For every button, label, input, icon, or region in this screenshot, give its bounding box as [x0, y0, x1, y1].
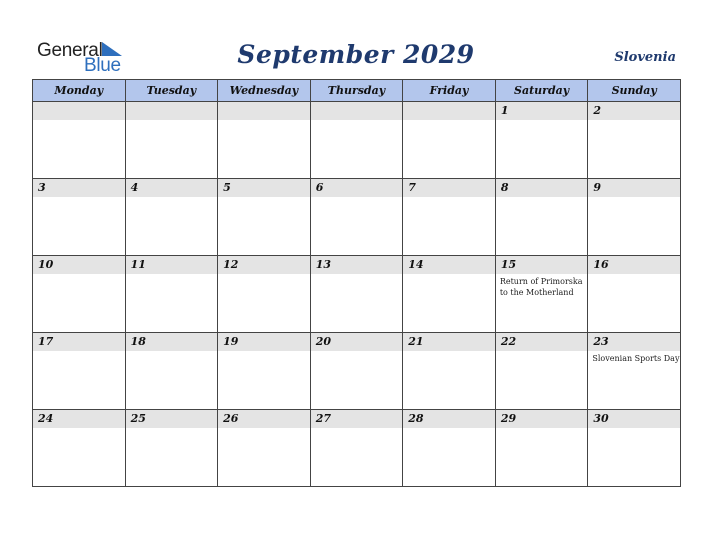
day-number: 30 — [588, 410, 680, 428]
day-cell — [33, 410, 126, 487]
day-cell — [403, 333, 496, 410]
day-cell — [125, 333, 218, 410]
holiday-label — [218, 120, 310, 122]
holiday-label — [33, 428, 125, 430]
day-number: 16 — [588, 256, 680, 274]
day-cell — [33, 256, 126, 333]
holiday-label — [126, 274, 218, 276]
holiday-label — [218, 351, 310, 353]
day-number: 13 — [311, 256, 403, 274]
weekday-header: Friday — [403, 80, 496, 102]
day-number: 24 — [33, 410, 125, 428]
country-label: Slovenia — [614, 50, 676, 65]
day-cell — [403, 256, 496, 333]
day-cell — [495, 333, 588, 410]
weekday-header: Monday — [33, 80, 126, 102]
week-row — [33, 410, 681, 487]
day-number: 25 — [126, 410, 218, 428]
day-number: 18 — [126, 333, 218, 351]
holiday-label — [496, 428, 588, 430]
day-number: 10 — [33, 256, 125, 274]
day-number: 17 — [33, 333, 125, 351]
day-cell — [310, 179, 403, 256]
day-number: 11 — [126, 256, 218, 274]
holiday-label — [33, 351, 125, 353]
day-number: 2 — [588, 102, 680, 120]
day-cell — [218, 256, 311, 333]
day-number: 29 — [496, 410, 588, 428]
holiday-label — [311, 197, 403, 199]
holiday-label — [126, 197, 218, 199]
holiday-label — [126, 351, 218, 353]
day-number: 3 — [33, 179, 125, 197]
day-number: 22 — [496, 333, 588, 351]
holiday-label — [33, 274, 125, 276]
weekday-header: Saturday — [495, 80, 588, 102]
holiday-label — [218, 428, 310, 430]
day-number: 6 — [311, 179, 403, 197]
day-cell — [125, 102, 218, 179]
holiday-label — [496, 351, 588, 353]
day-cell — [310, 333, 403, 410]
holiday-label — [403, 428, 495, 430]
day-cell — [495, 256, 588, 333]
calendar-grid — [32, 79, 681, 487]
day-number: 26 — [218, 410, 310, 428]
day-cell — [218, 179, 311, 256]
day-number — [33, 102, 125, 120]
day-cell — [310, 102, 403, 179]
holiday-label — [588, 274, 680, 276]
day-number: 1 — [496, 102, 588, 120]
holiday-label — [496, 197, 588, 199]
weekday-header: Tuesday — [125, 80, 218, 102]
week-row — [33, 179, 681, 256]
day-cell — [125, 256, 218, 333]
day-number: 15 — [496, 256, 588, 274]
day-number: 28 — [403, 410, 495, 428]
day-number: 23 — [588, 333, 680, 351]
holiday-label: Return of Primorska to the Motherland — [499, 277, 583, 297]
day-cell — [495, 179, 588, 256]
day-cell — [403, 179, 496, 256]
weekday-header: Thursday — [310, 80, 403, 102]
day-number — [126, 102, 218, 120]
weekday-header-row — [33, 80, 681, 102]
holiday-label — [311, 351, 403, 353]
day-cell — [218, 102, 311, 179]
holiday-label — [403, 120, 495, 122]
holiday-label — [218, 274, 310, 276]
holiday-label — [218, 197, 310, 199]
day-number: 4 — [126, 179, 218, 197]
day-cell — [125, 179, 218, 256]
day-number: 27 — [311, 410, 403, 428]
holiday-label — [311, 274, 403, 276]
holiday-label — [311, 428, 403, 430]
day-number — [311, 102, 403, 120]
holiday-label — [403, 274, 495, 276]
logo-text-general: General — [37, 40, 103, 61]
day-cell — [33, 333, 126, 410]
day-cell — [310, 256, 403, 333]
day-number: 19 — [218, 333, 310, 351]
week-row — [33, 256, 681, 333]
day-number: 20 — [311, 333, 403, 351]
day-number — [218, 102, 310, 120]
day-number: 9 — [588, 179, 680, 197]
day-cell — [588, 102, 681, 179]
holiday-label — [403, 197, 495, 199]
day-number: 8 — [496, 179, 588, 197]
day-cell — [310, 410, 403, 487]
day-cell — [588, 179, 681, 256]
weekday-header: Wednesday — [218, 80, 311, 102]
day-number — [403, 102, 495, 120]
holiday-label — [33, 120, 125, 122]
week-row — [33, 102, 681, 179]
holiday-label — [588, 428, 680, 430]
day-cell — [33, 102, 126, 179]
day-cell — [125, 410, 218, 487]
holiday-label — [311, 120, 403, 122]
day-cell — [495, 410, 588, 487]
page-title: September 2029 — [237, 40, 475, 69]
holiday-label — [33, 197, 125, 199]
day-cell — [403, 410, 496, 487]
day-cell — [218, 333, 311, 410]
holiday-label — [126, 428, 218, 430]
holiday-label — [588, 120, 680, 122]
holiday-label — [588, 197, 680, 199]
day-cell — [403, 102, 496, 179]
day-number: 5 — [218, 179, 310, 197]
week-row — [33, 333, 681, 410]
day-cell — [218, 410, 311, 487]
holiday-label — [403, 351, 495, 353]
day-number: 14 — [403, 256, 495, 274]
holiday-label: Slovenian Sports Day — [592, 354, 680, 363]
day-cell — [588, 333, 681, 410]
logo-text-blue: Blue — [84, 55, 121, 76]
day-number: 7 — [403, 179, 495, 197]
day-cell — [588, 256, 681, 333]
weekday-header: Sunday — [588, 80, 681, 102]
holiday-label — [126, 120, 218, 122]
holiday-label — [496, 120, 588, 122]
day-cell — [33, 179, 126, 256]
day-cell — [495, 102, 588, 179]
day-cell — [588, 410, 681, 487]
day-number: 21 — [403, 333, 495, 351]
day-number: 12 — [218, 256, 310, 274]
